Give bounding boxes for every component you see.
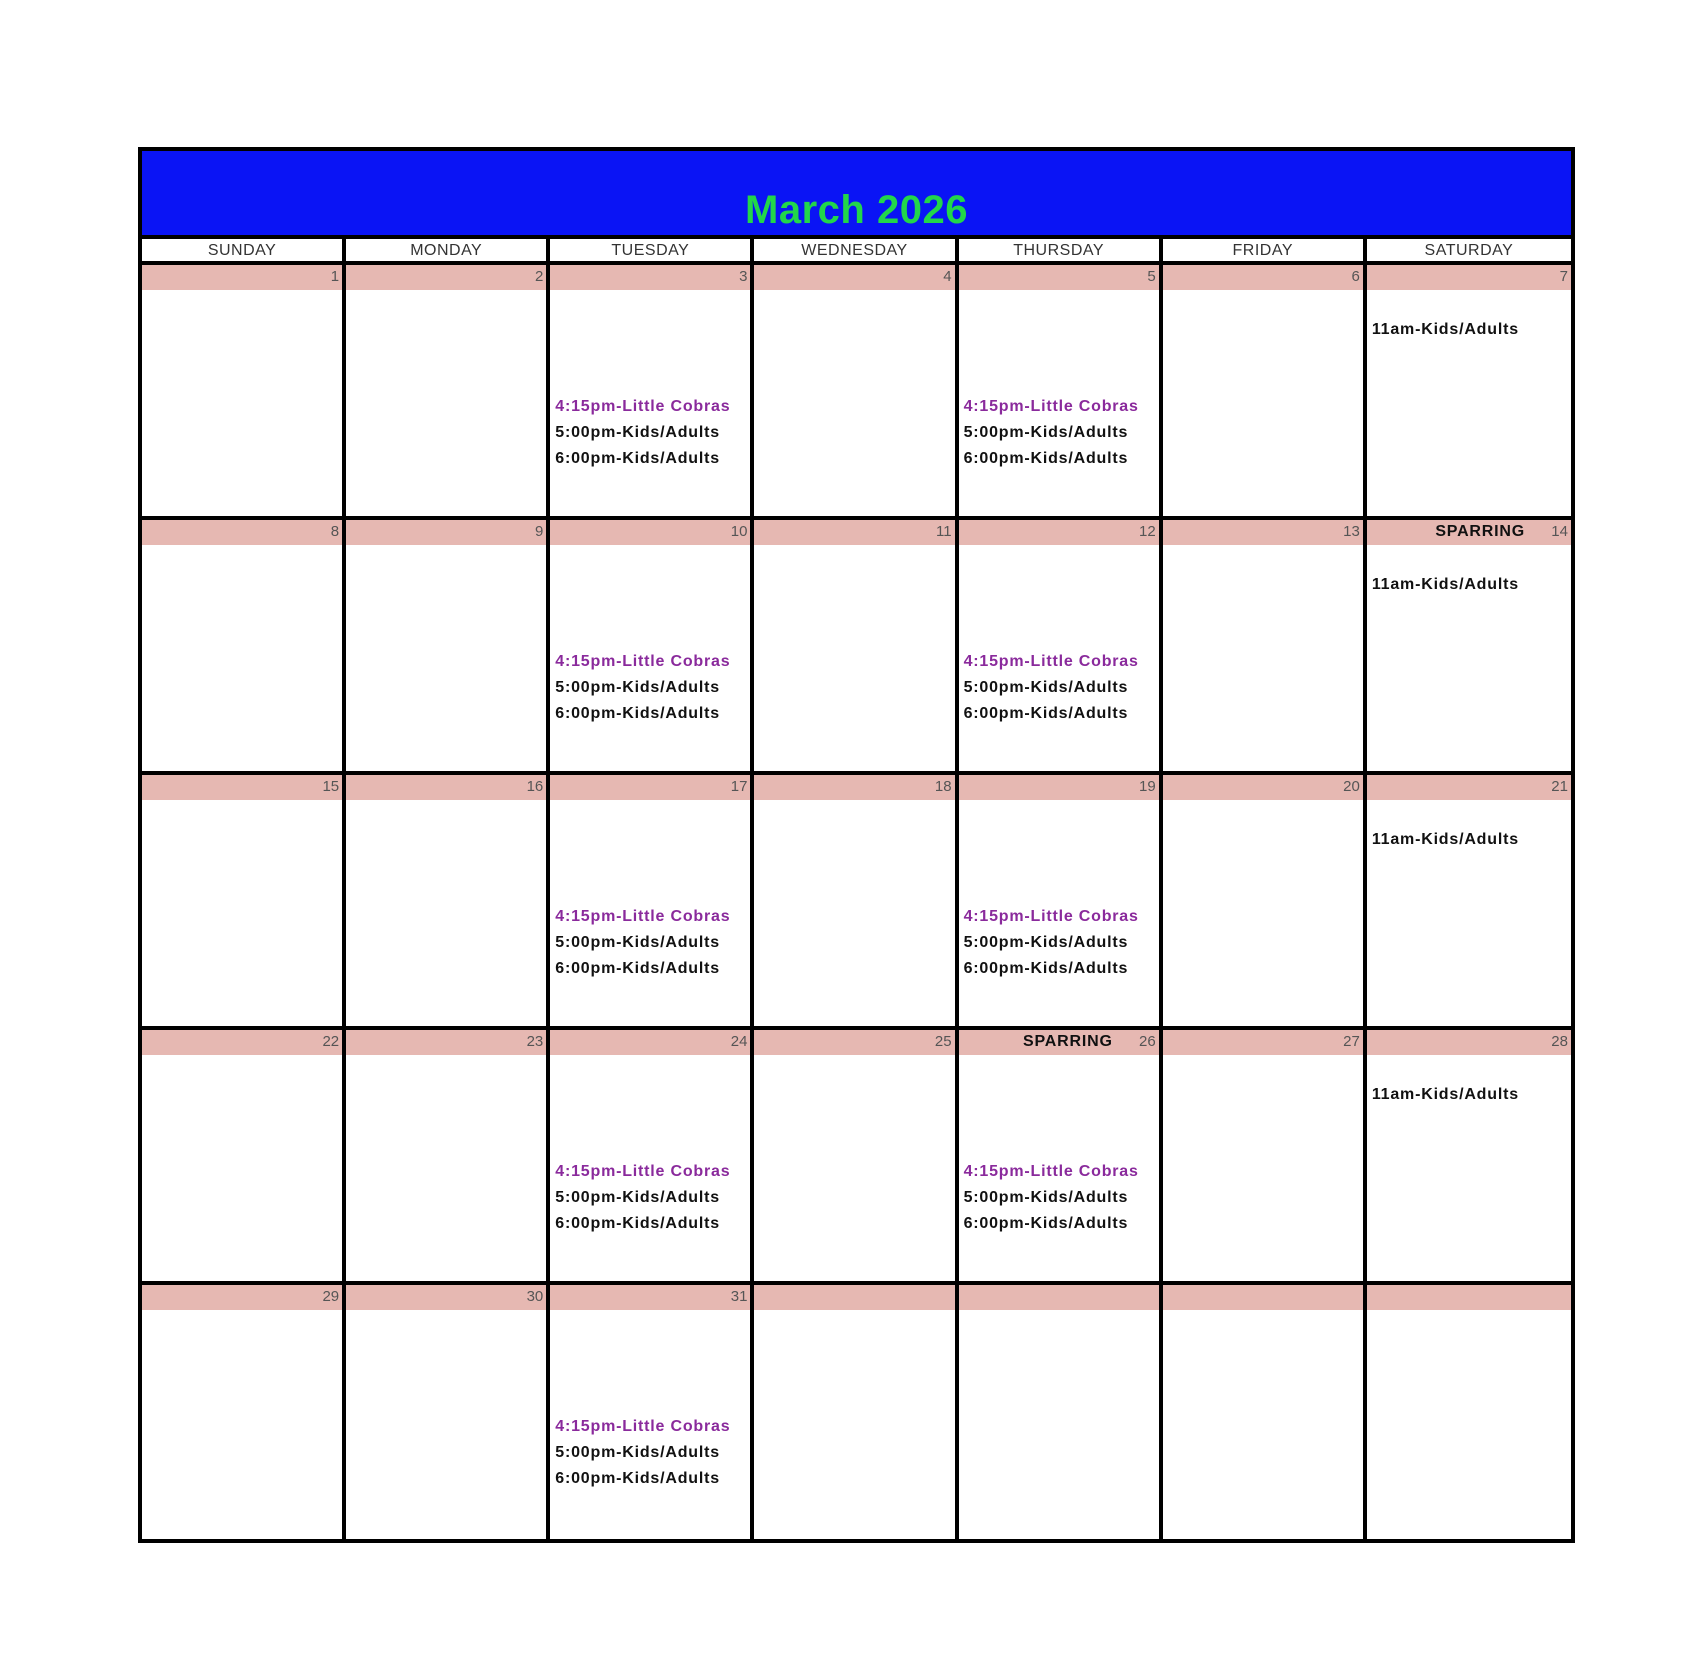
day-cell[interactable] [346,265,550,516]
day-number: 13 [1343,523,1360,540]
event-item[interactable]: 6:00pm-Kids/Adults [963,705,1129,722]
day-cell[interactable] [550,520,754,771]
day-header [142,520,342,545]
event-item[interactable]: 6:00pm-Kids/Adults [963,960,1129,977]
event-item[interactable]: 6:00pm-Kids/Adults [963,1215,1129,1232]
event-item[interactable]: 5:00pm-Kids/Adults [963,679,1129,696]
day-number: 8 [330,523,340,540]
day-header [754,265,954,290]
day-number: 14 [1551,523,1568,540]
day-header [754,1285,954,1310]
day-number: 6 [1351,268,1360,285]
day-header [142,1285,342,1310]
day-cell[interactable] [550,1030,754,1281]
day-header [346,1030,546,1055]
day-header [1163,1285,1363,1310]
event-item[interactable]: 11am-Kids/Adults [1371,576,1519,593]
weekday-tuesday: TUESDAY [550,239,754,263]
day-cell[interactable] [142,775,346,1026]
day-cell[interactable] [1163,775,1367,1026]
day-cell[interactable] [346,1030,550,1281]
monthly-calendar [138,147,1575,1543]
day-note: SPARRING [1435,523,1525,540]
day-number: 24 [730,1033,748,1050]
day-cell[interactable] [959,520,1163,771]
day-header [142,1030,342,1055]
event-list [964,775,1157,1026]
page-title: March 2026 [745,188,968,232]
event-item[interactable]: 5:00pm-Kids/Adults [963,934,1129,951]
day-cell[interactable] [1367,775,1571,1026]
day-number: 12 [1139,523,1156,540]
day-number: 5 [1147,268,1156,285]
event-item[interactable]: 11am-Kids/Adults [1371,321,1519,338]
day-header [754,1030,954,1055]
event-list [555,1285,748,1540]
day-header [346,775,546,800]
week-row [142,1285,1571,1540]
event-item[interactable]: 6:00pm-Kids/Adults [555,1470,720,1487]
day-cell[interactable] [1367,265,1571,516]
event-item[interactable]: 4:15pm-Little Cobras [963,398,1139,415]
event-item[interactable]: 4:15pm-Little Cobras [555,908,731,925]
day-cell[interactable] [346,520,550,771]
event-item[interactable]: 4:15pm-Little Cobras [555,1163,731,1180]
event-list [1372,1030,1569,1281]
day-header [346,265,546,290]
event-list [964,520,1157,771]
event-item[interactable]: 5:00pm-Kids/Adults [963,424,1129,441]
week-row [142,265,1571,520]
day-header [1163,520,1363,545]
day-cell[interactable] [346,1285,550,1540]
weekday-header-row [142,239,1571,265]
day-number: 1 [330,268,340,285]
event-item[interactable]: 4:15pm-Little Cobras [963,908,1139,925]
day-number: 9 [534,523,544,540]
week-row [142,1030,1571,1285]
event-item[interactable]: 6:00pm-Kids/Adults [555,705,720,722]
weekday-thursday: THURSDAY [959,239,1163,263]
week-row [142,775,1571,1030]
day-number: 27 [1343,1033,1360,1050]
day-cell[interactable] [754,775,958,1026]
title-bar [142,151,1571,239]
day-number: 15 [322,778,340,795]
day-cell[interactable] [142,520,346,771]
day-number: 23 [526,1033,544,1050]
day-cell[interactable] [346,775,550,1026]
day-header [959,1285,1159,1310]
event-item[interactable]: 4:15pm-Little Cobras [555,398,731,415]
day-number: 16 [526,778,544,795]
weekday-sunday: SUNDAY [142,239,346,263]
day-header [142,265,342,290]
day-cell[interactable] [1367,1030,1571,1281]
day-cell[interactable] [550,265,754,516]
event-item[interactable]: 5:00pm-Kids/Adults [963,1189,1129,1206]
calendar-grid [142,265,1571,1540]
day-number: 25 [934,1033,952,1050]
event-list [1372,520,1569,771]
event-item[interactable]: 5:00pm-Kids/Adults [555,934,720,951]
day-header [754,775,954,800]
weekday-friday: FRIDAY [1163,239,1367,263]
day-cell[interactable] [142,1030,346,1281]
day-cell[interactable] [550,1285,754,1540]
day-number: 2 [534,268,544,285]
event-item[interactable]: 6:00pm-Kids/Adults [963,450,1129,467]
day-cell[interactable] [1163,520,1367,771]
day-header [346,1285,546,1310]
event-item[interactable]: 5:00pm-Kids/Adults [555,679,720,696]
day-number: 29 [322,1288,340,1305]
day-number: 30 [526,1288,544,1305]
event-list [964,265,1157,516]
event-list [555,1030,748,1281]
weekday-monday: MONDAY [346,239,550,263]
event-item[interactable]: 6:00pm-Kids/Adults [555,450,720,467]
event-item[interactable]: 5:00pm-Kids/Adults [555,424,720,441]
event-list [1372,265,1569,516]
day-cell[interactable] [959,265,1163,516]
event-item[interactable]: 6:00pm-Kids/Adults [555,1215,720,1232]
day-number: 21 [1551,778,1568,795]
event-item[interactable]: 6:00pm-Kids/Adults [555,960,720,977]
event-item[interactable]: 11am-Kids/Adults [1371,831,1519,848]
day-header [1367,1285,1571,1310]
day-cell[interactable] [550,775,754,1026]
event-list [1372,775,1569,1026]
day-number: 20 [1343,778,1360,795]
day-number: 10 [730,523,748,540]
event-item[interactable]: 4:15pm-Little Cobras [555,653,731,670]
event-item[interactable]: 5:00pm-Kids/Adults [555,1189,720,1206]
weekday-saturday: SATURDAY [1424,242,1514,259]
day-cell[interactable] [142,265,346,516]
day-cell[interactable] [754,265,958,516]
day-number: 22 [322,1033,340,1050]
day-number: 4 [943,268,952,285]
day-cell[interactable] [1367,520,1571,771]
day-cell[interactable] [1163,1030,1367,1281]
day-number: 7 [1559,268,1568,285]
event-item[interactable]: 5:00pm-Kids/Adults [555,1444,720,1461]
event-list [555,265,748,516]
day-cell[interactable] [959,1285,1163,1540]
day-number: 18 [934,778,952,795]
day-header [346,520,546,545]
week-row [142,520,1571,775]
day-cell[interactable] [142,1285,346,1540]
day-cell[interactable] [1367,1285,1571,1540]
day-number: 11 [935,523,952,540]
event-list [555,775,748,1026]
day-number: 17 [730,778,748,795]
event-list [964,1030,1157,1281]
day-cell[interactable] [754,520,958,771]
day-number: 31 [730,1288,748,1305]
day-header [754,520,954,545]
event-item[interactable]: 11am-Kids/Adults [1371,1086,1519,1103]
day-cell[interactable] [959,1030,1163,1281]
day-cell[interactable] [1163,1285,1367,1540]
event-item[interactable]: 4:15pm-Little Cobras [963,1163,1139,1180]
day-cell[interactable] [959,775,1163,1026]
weekday-wednesday: WEDNESDAY [754,239,958,263]
event-item[interactable]: 4:15pm-Little Cobras [555,1418,731,1435]
day-header [1163,775,1363,800]
day-note: SPARRING [1023,1033,1113,1050]
day-header [142,775,342,800]
day-number: 28 [1551,1033,1568,1050]
event-list [555,520,748,771]
day-number: 3 [739,268,748,285]
day-cell[interactable] [754,1285,958,1540]
day-header [1163,265,1363,290]
event-item[interactable]: 4:15pm-Little Cobras [963,653,1139,670]
day-cell[interactable] [1163,265,1367,516]
day-number: 19 [1139,778,1156,795]
day-header [1163,1030,1363,1055]
day-cell[interactable] [754,1030,958,1281]
day-number: 26 [1139,1033,1156,1050]
